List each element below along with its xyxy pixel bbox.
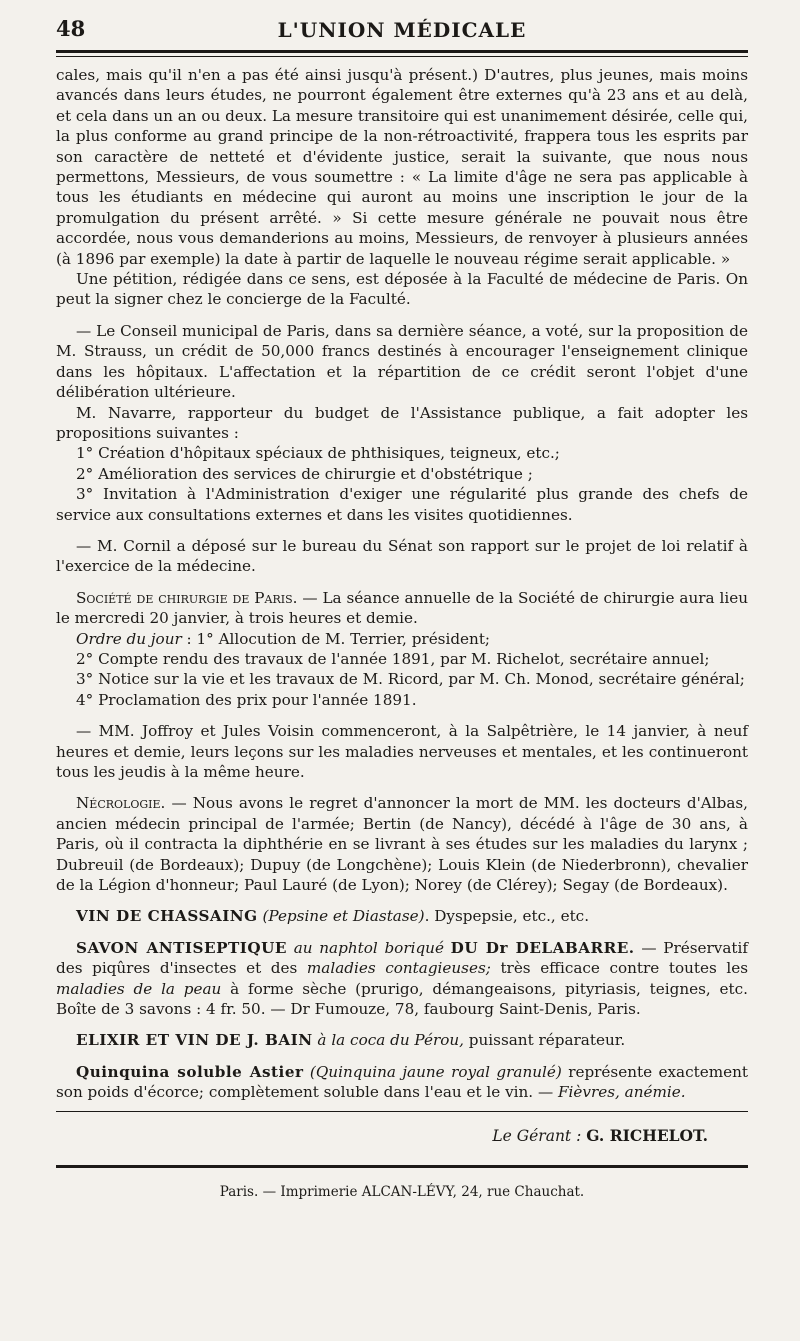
ad-savon-antiseptique: SAVON ANTISEPTIQUE au naphtol boriqué DU Dr DELABARRE. — Préservatif des piqûres d'insectes et des maladies contagieuses; très efficace contre toutes les maladies de la peau à forme sèche (prurigo, démangeaisons, pityriasis, teignes, etc. Boîte de 3 savons : 4 fr. 50. — Dr Fumouze, 78, faubourg Saint-Denis, Paris. xyxy=(56,938,748,1019)
paragraph-joffroy-voisin: — MM. Joffroy et Jules Voisin commenceront, à la Salpêtrière, le 14 janvier, à neuf heures et demie, leurs leçons sur les maladies nerveuses et mentales, et les continueront tous les jeudis à la même heure. xyxy=(56,722,748,781)
section-label: Ordre du jour xyxy=(76,629,182,648)
list-item: 3° Notice sur la vie et les travaux de M. Ricord, par M. Ch. Monod, secrétaire général; xyxy=(76,670,745,689)
ordre-du-jour-list xyxy=(56,649,748,710)
paragraph-petition-text: cales, mais qu'il n'en a pas été ainsi jusqu'à présent.) D'autres, plus jeunes, mais moins avancés dans leurs études, ne pourront également être externes qu'à 23 ans et au delà, et cela dans un an ou deux. La mesure transitoire qui est unanimement désirée, celle qui, la plus conforme au grand principe de la non-rétroactivité, frappera tous les esprits par son caractère de netteté et d'évidente justice, serait la suivante, que nous nous permettons, Messieurs, de vous soumettre : « La limite d'âge ne sera pas applicable à tous les étudiants en médecine qui auront au moins une inscription le jour de la promulgation du présent arrêté. » Si cette mesure générale ne pouvait nous être accordée, nous vous demanderions au moins, Messieurs, de renvoyer à plusieurs années (à 1896 par exemple) la date à partir de laquelle le nouveau régime serait applicable. » xyxy=(56,66,749,268)
list-item: 2° Amélioration des services de chirurgie et d'obstétrique ; xyxy=(76,464,533,483)
paragraph-conseil-municipal: — Le Conseil municipal de Paris, dans sa dernière séance, a voté, sur la proposition de M. Strauss, un crédit de 50,000 francs destinés à encourager l'enseignement clinique dans les hôpitaux. L'affectation et la répartition de ce crédit seront l'objet d'une délibération ultérieure. xyxy=(56,321,748,402)
page-number: 48 xyxy=(56,16,86,41)
section-label: Nécrologie. xyxy=(76,794,166,813)
signature-label: Le Gérant : xyxy=(492,1126,582,1145)
ad-vin-chassaing: VIN DE CHASSAING (Pepsine et Diastase). Dyspepsie, etc., etc. xyxy=(76,907,590,926)
paragraph-ordre-du-jour: Ordre du jour : 1° Allocution de M. Terrier, président; xyxy=(76,629,491,648)
paragraph-petition-deposit: Une pétition, rédigée dans ce sens, est déposée à la Faculté de médecine de Paris. On peut la signer chez le concierge de la Faculté. xyxy=(56,270,748,309)
header-rule-thin xyxy=(56,56,748,57)
signature xyxy=(56,1126,748,1145)
list-item: 1° Création d'hôpitaux spéciaux de phthisiques, teigneux, etc.; xyxy=(76,444,560,463)
signature-name: G. RICHELOT. xyxy=(586,1125,708,1145)
journal-title: L'UNION MÉDICALE xyxy=(277,18,527,42)
footer-separator xyxy=(56,1111,748,1112)
printer-imprint: Paris. — Imprimerie ALCAN-LÉVY, 24, rue Chauchat. xyxy=(219,1183,585,1200)
page xyxy=(0,10,800,1341)
bottom-rule xyxy=(56,1165,748,1168)
page-header xyxy=(56,10,748,50)
navarre-propositions-list xyxy=(56,443,748,525)
paragraph-cornil: — M. Cornil a déposé sur le bureau du Sénat son rapport sur le projet de loi relatif à l'exercice de la médecine. xyxy=(56,536,748,576)
header-rule-thick xyxy=(56,50,748,53)
paragraph-societe-chirurgie: Société de chirurgie de Paris. — La séance annuelle de la Société de chirurgie aura lieu le mercredi 20 janvier, à trois heures et demie. xyxy=(56,588,748,628)
paragraph-navarre: M. Navarre, rapporteur du budget de l'Assistance publique, a fait adopter les propositions suivantes : xyxy=(56,403,748,442)
ad-elixir-bain: ELIXIR ET VIN DE J. BAIN à la coca du Pérou, puissant réparateur. xyxy=(76,1031,626,1050)
section-label: Société de chirurgie de Paris. xyxy=(76,588,298,607)
article-body xyxy=(56,65,748,1103)
list-item: 2° Compte rendu des travaux de l'année 1891, par M. Richelot, secrétaire annuel; xyxy=(76,649,710,668)
paragraph-necrologie: Nécrologie. — Nous avons le regret d'annoncer la mort de MM. les docteurs d'Albas, ancien médecin principal de l'armée; Bertin (de Nancy), décédé à l'âge de 30 ans, à Paris, où il contracta la diphthérie en se livrant à ses études sur les maladies du larynx ; Dubreuil (de Bordeaux); Dupuy (de Longchène); Louis Klein (de Niederbronn), chevalier de la Légion d'honneur; Paul Lauré (de Lyon); Norey (de Clérey); Segay (de Bordeaux). xyxy=(56,794,748,895)
list-item: 3° Invitation à l'Administration d'exiger une régularité plus grande des chefs de service aux consultations externes et dans les visites quotidiennes. xyxy=(56,485,748,524)
ad-quinquina-astier: Quinquina soluble Astier (Quinquina jaune royal granulé) représente exactement son poids d'écorce; complètement soluble dans l'eau et le vin. — Fièvres, anémie. xyxy=(56,1062,748,1102)
list-item: 4° Proclamation des prix pour l'année 1891. xyxy=(76,690,417,709)
